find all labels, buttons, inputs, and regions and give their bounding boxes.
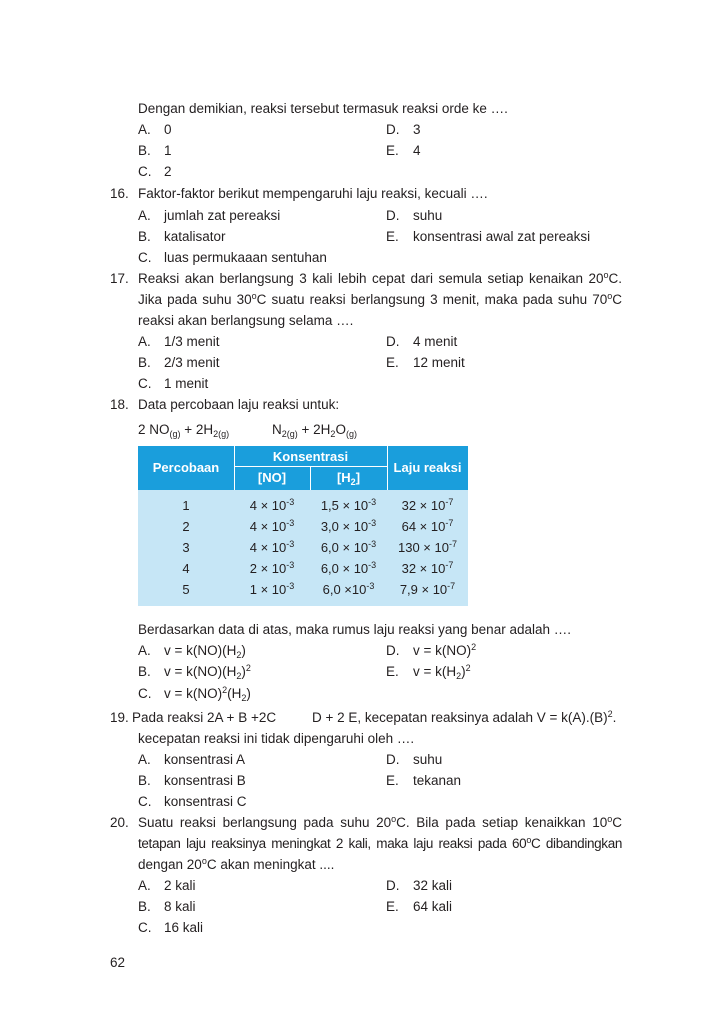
q16-option-d-text: suhu <box>413 208 443 223</box>
q20-line-3: dengan 20$^o$C akan meningkat .... <box>138 856 335 872</box>
q16-option-b-text: katalisator <box>164 229 226 244</box>
q18-equation-rhs: $N_{2(g)} + 2H_2O_{(g)}$ <box>272 422 357 439</box>
q18-option-d-text: v = k(NO)$^2$ <box>413 642 477 658</box>
q17-line-3: reaksi akan berlangsung selama …. <box>138 313 354 328</box>
q18-option-a-key: A. <box>138 643 151 658</box>
q18-option-b-text: $v = k(NO)(H_2)^2$ <box>164 663 251 681</box>
table-cell-h2: $6,0 \times 10^{-3}$ <box>322 581 375 597</box>
q17-option-b-text: 2/3 menit <box>164 355 220 370</box>
q18-option-c-key: C. <box>138 686 152 701</box>
q20-line-2: tetapan laju reaksinya meningkat 2 kali, maka laju reaksi pada 60$^o$C dibandingkan <box>138 835 623 851</box>
table-cell-no: $1 \times 10^{-3}$ <box>249 581 295 597</box>
table-cell-h2: $6,0 \times 10^{-3}$ <box>320 539 377 555</box>
q20-option-c-text: 16 kali <box>164 920 204 935</box>
table-cell-no: $4 \times 10^{-3}$ <box>249 539 295 555</box>
q20-option-e-text: 64 kali <box>413 899 453 914</box>
table-header-laju: Laju reaksi <box>393 460 462 475</box>
table-cell-percobaan: 2 <box>182 519 190 534</box>
header-divider <box>234 466 387 467</box>
q19-option-a-key: A. <box>138 752 151 767</box>
q17-option-a-key: A. <box>138 334 151 349</box>
q15-option-e-key: E. <box>386 143 399 158</box>
table-cell-percobaan: 3 <box>182 540 190 555</box>
table-cell-rate: $32 \times 10^{-7}$ <box>401 560 454 576</box>
q16-stem: Faktor-faktor berikut mempengaruhi laju reaksi, kecuali …. <box>138 186 488 201</box>
q20-option-d-text: 32 kali <box>413 878 453 893</box>
q20-line-1: Suatu reaksi berlangsung pada suhu 20$^o$C. Bila pada setiap kenaikkan 10$^o$C <box>138 814 622 830</box>
q16-option-b-key: B. <box>138 229 151 244</box>
table-cell-no: $4 \times 10^{-3}$ <box>249 518 295 534</box>
q17-option-e-key: E. <box>386 355 399 370</box>
q19-option-b-text: konsentrasi B <box>164 773 246 788</box>
q19-option-e-key: E. <box>386 773 399 788</box>
q15-option-e-text: 4 <box>413 143 421 158</box>
q18-option-d-key: D. <box>386 643 400 658</box>
q18-option-e-key: E. <box>386 664 399 679</box>
table-header-konsentrasi: Konsentrasi <box>272 449 349 464</box>
table-cell-percobaan: 4 <box>182 561 190 576</box>
q19-line-1b: D + 2 E, kecepatan reaksinya adalah $V = k(A).(B)^2$. <box>312 709 617 725</box>
q19-option-e-text: tekanan <box>413 773 462 788</box>
q19-option-c-key: C. <box>138 794 152 809</box>
q18-option-c-text: $v = k(NO)^2(H_2)$ <box>164 685 251 703</box>
table-cell-percobaan: 1 <box>182 498 190 513</box>
table-cell-h2: $3,0 \times 10^{-3}$ <box>320 518 377 534</box>
q15-option-c-text: 2 <box>164 164 172 179</box>
q18-number: 18. <box>110 397 129 412</box>
q19-line-2: kecepatan reaksi ini tidak dipengaruhi oleh …. <box>138 731 415 746</box>
table-cell-rate: $64 \times 10^{-7}$ <box>401 518 454 534</box>
q17-option-c-key: C. <box>138 376 152 391</box>
page-number: 62 <box>110 955 126 970</box>
q15-stem: Dengan demikian, reaksi tersebut termasuk reaksi orde ke …. <box>138 101 508 116</box>
q18-option-b-key: B. <box>138 664 151 679</box>
q16-number: 16. <box>110 186 129 201</box>
q19-option-b-key: B. <box>138 773 151 788</box>
q20-option-e-key: E. <box>386 899 399 914</box>
q20-option-b-key: B. <box>138 899 151 914</box>
q17-option-d-text: 4 menit <box>413 334 458 349</box>
q17-number: 17. <box>110 271 129 286</box>
q16-option-e-key: E. <box>386 229 399 244</box>
q18-after-table: Berdasarkan data di atas, maka rumus laju reaksi yang benar adalah …. <box>138 622 571 637</box>
q17-option-e-text: 12 menit <box>413 355 465 370</box>
q17-option-c-text: 1 menit <box>164 376 209 391</box>
q16-option-a-text: jumlah zat pereaksi <box>164 208 281 223</box>
q15-option-c-key: C. <box>138 164 152 179</box>
table-cell-no: $2 \times 10^{-3}$ <box>249 560 295 576</box>
q19-number: 19. <box>110 710 129 725</box>
q17-option-d-key: D. <box>386 334 400 349</box>
q19-option-c-text: konsentrasi C <box>164 794 247 809</box>
q16-option-c-key: C. <box>138 250 152 265</box>
q20-option-a-text: 2 kali <box>164 878 196 893</box>
q17-line-1: Reaksi akan berlangsung 3 kali lebih cepat dari semula setiap kenaikan 20$^o$C. <box>138 270 622 286</box>
q19-line-1a: Pada reaksi 2A + B +2C <box>132 710 277 725</box>
q20-option-c-key: C. <box>138 920 152 935</box>
q15-option-a-key: A. <box>138 122 151 137</box>
table-cell-rate: $32 \times 10^{-7}$ <box>401 497 454 513</box>
table-cell-h2: $1,5 \times 10^{-3}$ <box>320 497 377 513</box>
q16-option-e-text: konsentrasi awal zat pereaksi <box>413 229 591 244</box>
table-cell-h2: $6,0 \times 10^{-3}$ <box>320 560 377 576</box>
table-cell-no: $4 \times 10^{-3}$ <box>249 497 295 513</box>
q15-option-d-key: D. <box>386 122 400 137</box>
table-cell-rate: $130 \times 10^{-7}$ <box>398 539 457 555</box>
q20-option-a-key: A. <box>138 878 151 893</box>
q17-option-b-key: B. <box>138 355 151 370</box>
q16-option-d-key: D. <box>386 208 400 223</box>
q15-option-b-text: 1 <box>164 143 172 158</box>
q19-option-a-text: konsentrasi A <box>164 752 246 767</box>
q19-option-d-text: suhu <box>413 752 443 767</box>
table-cell-rate: $7,9 \times 10^{-7}$ <box>399 581 456 597</box>
q20-option-d-key: D. <box>386 878 400 893</box>
q18-stem: Data percobaan laju reaksi untuk: <box>138 397 340 412</box>
q16-option-a-key: A. <box>138 208 151 223</box>
q18-equation-lhs: 2 $NO_{(g)} + 2H_{2(g)}$ <box>138 422 230 439</box>
q18-option-e-text: $v = k(H_2)^2$ <box>413 663 471 681</box>
q16-option-c-text: luas permukaaan sentuhan <box>164 250 327 265</box>
table-header-percobaan: Percobaan <box>152 460 220 475</box>
q17-option-a-text: 1/3 menit <box>164 334 220 349</box>
q18-option-a-text: $v = k(NO)(H_2)$ <box>164 643 246 660</box>
q20-option-b-text: 8 kali <box>164 899 196 914</box>
table-header-h2: $[H_2]$ <box>336 470 361 487</box>
table-cell-percobaan: 5 <box>182 582 190 597</box>
q20-number: 20. <box>110 815 129 830</box>
q19-option-d-key: D. <box>386 752 400 767</box>
q15-option-d-text: 3 <box>413 122 421 137</box>
q15-option-b-key: B. <box>138 143 151 158</box>
q15-option-a-text: 0 <box>164 122 172 137</box>
table-header-no: [NO] <box>257 470 287 485</box>
q17-line-2: Jika pada suhu 30$^o$C suatu reaksi berlangsung 3 menit, maka pada suhu 70$^o$C <box>138 291 622 307</box>
